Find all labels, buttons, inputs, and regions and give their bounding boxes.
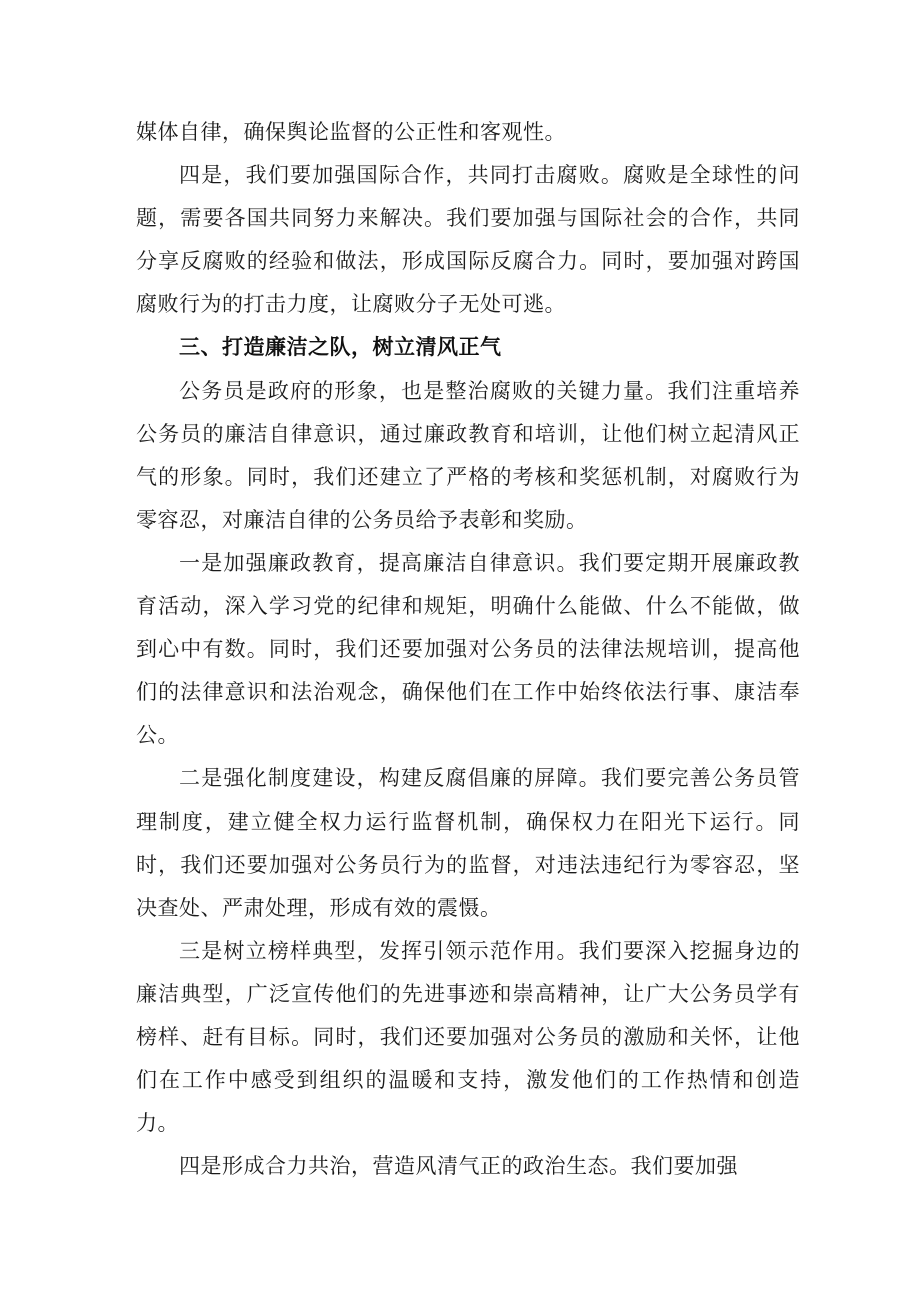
paragraph-6: 三是树立榜样典型，发挥引领示范作用。我们要深入挖掘身边的廉洁典型，广泛宣传他们的先进事迹和崇高精神，让广大公务员学有榜样、赶有目标。同时，我们还要加强对公务员的激励和关怀，让他们在工作中感受到组织的温暖和支持，激发他们的工作热情和创造力。 [136, 938, 800, 1136]
paragraph-1: 媒体自律，确保舆论监督的公正性和客观性。 [136, 120, 566, 144]
paragraph-5: 二是强化制度建设，构建反腐倡廉的屏障。我们要完善公务员管理制度，建立健全权力运行监督机制，确保权力在阳光下运行。同时，我们还要加强对公务员行为的监督，对违法违纪行为零容忍，坚决查处、严肃处理，形成有效的震慑。 [136, 766, 800, 920]
document-body [136, 111, 800, 1188]
paragraph-2: 四是，我们要加强国际合作，共同打击腐败。腐败是全球性的问题，需要各国共同努力来解决。我们要加强与国际社会的合作，共同分享反腐败的经验和做法，形成国际反腐合力。同时，要加强对跨国腐败行为的打击力度，让腐败分子无处可逃。 [136, 163, 800, 317]
paragraph-3: 公务员是政府的形象，也是整治腐败的关键力量。我们注重培养公务员的廉洁自律意识，通过廉政教育和培训，让他们树立起清风正气的形象。同时，我们还建立了严格的考核和奖惩机制，对腐败行为零容忍，对廉洁自律的公务员给予表彰和奖励。 [136, 378, 800, 532]
section-heading: 三、打造廉洁之队，树立清风正气 [179, 335, 502, 360]
paragraph-4: 一是加强廉政教育，提高廉洁自律意识。我们要定期开展廉政教育活动，深入学习党的纪律和规矩，明确什么能做、什么不能做，做到心中有数。同时，我们还要加强对公务员的法律法规培训，提高他们的法律意识和法治观念，确保他们在工作中始终依法行事、康洁奉公。 [136, 550, 800, 748]
paragraph-7: 四是形成合力共治，营造风清气正的政治生态。我们要加强 [179, 1154, 738, 1179]
